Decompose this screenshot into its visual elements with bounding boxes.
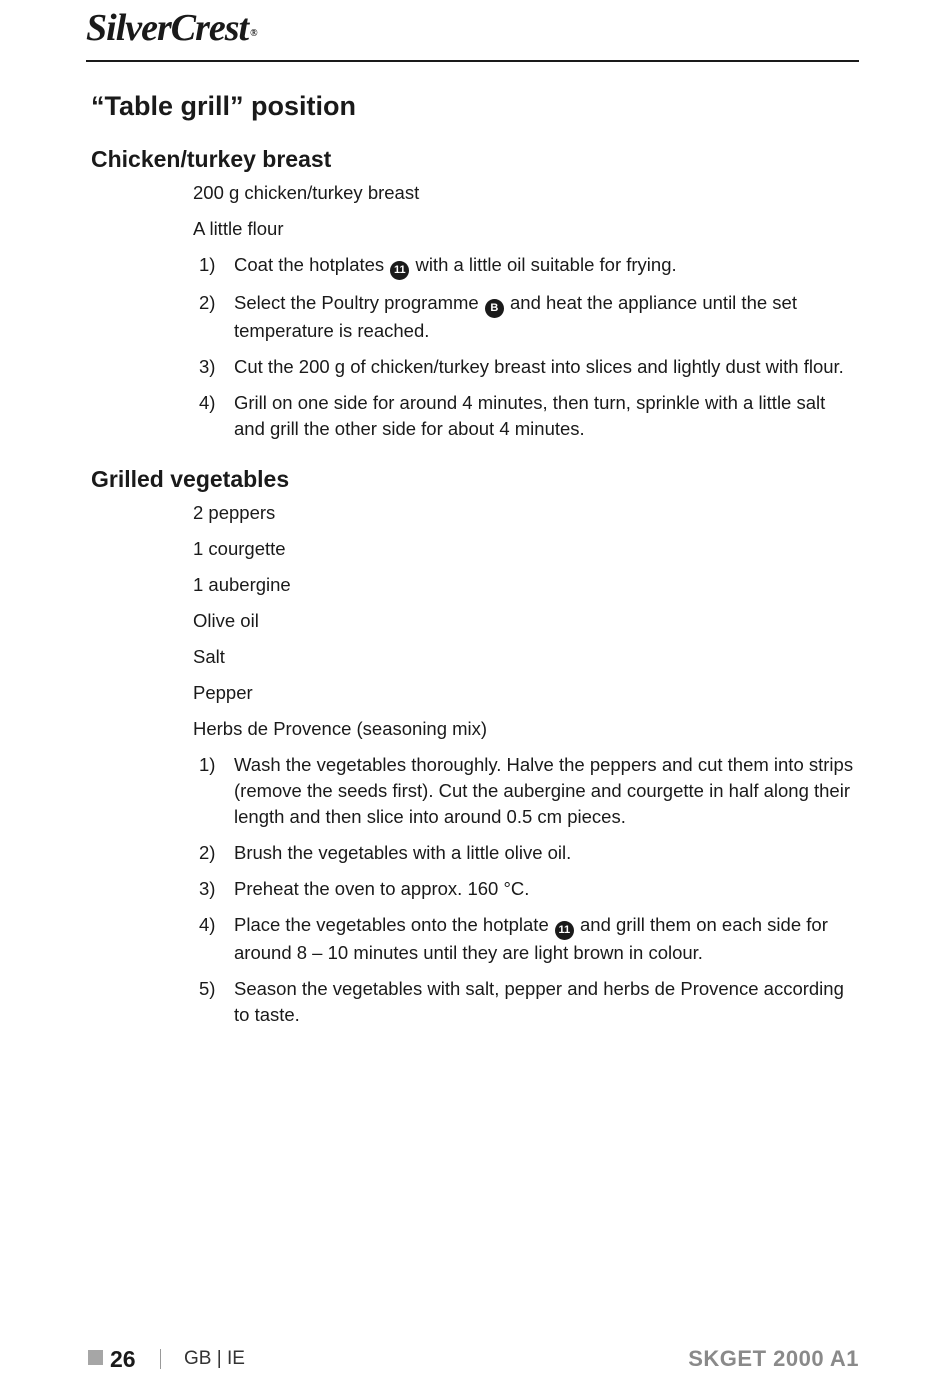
step-text: with a little oil suitable for frying. xyxy=(410,254,677,275)
hotplate-reference-icon: 11 xyxy=(390,261,409,280)
step-text: Cut the 200 g of chicken/turkey breast into slices and lightly dust with flour. xyxy=(234,356,844,377)
step-item xyxy=(199,876,859,902)
step-text: Coat the hotplates xyxy=(234,254,390,275)
step-list-vegetables xyxy=(199,752,859,1028)
hotplate-reference-icon: 11 xyxy=(555,921,574,940)
step-item xyxy=(199,290,859,344)
footer-divider xyxy=(160,1349,161,1369)
ingredient-item: Olive oil xyxy=(193,610,259,631)
ingredient-item: Pepper xyxy=(193,682,253,703)
page-header xyxy=(86,4,859,62)
step-item xyxy=(199,976,859,1028)
step-text: Select the Poultry programme xyxy=(234,292,484,313)
section-heading-chicken: Chicken/turkey breast xyxy=(91,146,332,172)
step-number: 4) xyxy=(199,392,216,413)
step-item xyxy=(199,840,859,866)
step-number: 3) xyxy=(199,356,216,377)
step-text: Preheat the oven to approx. 160 °C. xyxy=(234,878,530,899)
ingredient-item: Salt xyxy=(193,646,225,667)
step-item xyxy=(199,912,859,966)
step-number: 5) xyxy=(199,978,216,999)
page-content xyxy=(91,86,859,1038)
step-text: and heat the appliance until the set temperature is reached. xyxy=(234,292,797,341)
ingredient-item: 200 g chicken/turkey breast xyxy=(193,182,420,203)
registered-mark: ® xyxy=(250,28,257,39)
page-title: “Table grill” position xyxy=(91,91,357,121)
step-item xyxy=(199,354,859,380)
language-code: GB | IE xyxy=(184,1348,245,1369)
step-text: Season the vegetables with salt, pepper and herbs de Provence according to taste. xyxy=(234,978,844,1025)
programme-reference-icon: B xyxy=(485,299,504,318)
step-item xyxy=(199,752,859,830)
step-number: 4) xyxy=(199,914,216,935)
page-footer xyxy=(86,1343,859,1375)
ingredient-item: A little flour xyxy=(193,218,284,239)
ingredient-item: 1 aubergine xyxy=(193,574,291,595)
brand-logo: SilverCrest ® xyxy=(86,7,257,49)
step-text: Place the vegetables onto the hotplate xyxy=(234,914,554,935)
ingredient-item: 2 peppers xyxy=(193,502,276,523)
section-heading-vegetables: Grilled vegetables xyxy=(91,466,290,492)
page-marker-square-icon xyxy=(88,1350,103,1365)
step-text: Brush the vegetables with a little olive oil. xyxy=(234,842,572,863)
step-number: 2) xyxy=(199,842,216,863)
step-text: Wash the vegetables thoroughly. Halve the peppers and cut them into strips (remove the seeds first). Cut the aubergine and courgette in half along their length and then slice into around 0.5 cm pieces. xyxy=(234,754,854,827)
ingredient-list-chicken xyxy=(193,180,859,242)
step-item xyxy=(199,390,859,442)
page-number: 26 xyxy=(110,1346,136,1372)
ingredient-list-vegetables xyxy=(193,500,859,742)
step-text: and grill them on each side for around 8 – 10 minutes until they are light brown in colour. xyxy=(234,914,828,963)
step-number: 1) xyxy=(199,754,216,775)
step-number: 1) xyxy=(199,254,216,275)
model-number: SKGET 2000 A1 xyxy=(688,1346,859,1371)
ingredient-item: Herbs de Provence (seasoning mix) xyxy=(193,718,488,739)
step-number: 3) xyxy=(199,878,216,899)
step-number: 2) xyxy=(199,292,216,313)
ingredient-item: 1 courgette xyxy=(193,538,286,559)
step-item xyxy=(199,252,859,280)
step-list-chicken xyxy=(199,252,859,442)
step-text: Grill on one side for around 4 minutes, then turn, sprinkle with a little salt and grill the other side for about 4 minutes. xyxy=(234,392,826,439)
